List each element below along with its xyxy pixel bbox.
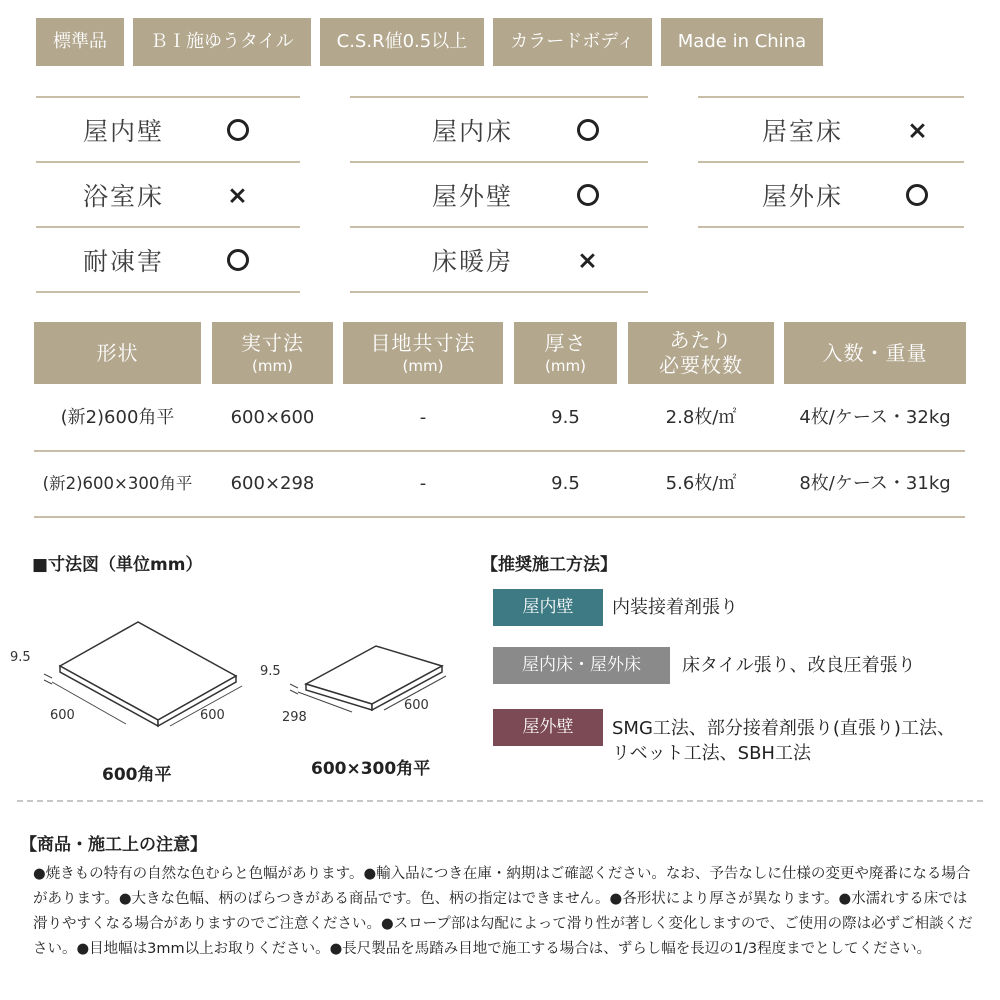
tag-standard: 標準品: [36, 18, 124, 66]
cell-joint-size: -: [419, 407, 427, 428]
method-text: 内装接着剤張り: [612, 597, 738, 618]
usage-row: [698, 96, 964, 161]
usage-column-2: [350, 96, 648, 293]
figure-caption-600: 600角平: [102, 765, 172, 785]
method-text: 床タイル張り、改良圧着張り: [682, 655, 916, 676]
tag-origin: Made in China: [661, 18, 823, 66]
dim-depth-300: 298: [282, 710, 307, 725]
feature-tags: [36, 18, 823, 66]
tag-glaze: ＢＩ施ゆうタイル: [133, 18, 311, 66]
spec-header-thickness: 厚さ (mm): [514, 322, 617, 384]
usage-label: 耐凍害: [83, 246, 165, 276]
dimension-title: ■寸法図（単位mm）: [32, 555, 203, 575]
usage-column-3: [698, 96, 964, 228]
spec-header-shape: 形状: [34, 322, 201, 384]
figure-caption-300: 600×300角平: [311, 759, 431, 779]
circle-mark-icon: [906, 184, 928, 206]
usage-row: [350, 96, 648, 161]
cell-shape: (新2)600×300角平: [42, 474, 193, 493]
method-text: リベット工法、SBH工法: [612, 743, 811, 764]
circle-mark-icon: [577, 119, 599, 141]
table-row: [34, 452, 965, 518]
dim-width-300: 600: [404, 698, 429, 713]
cell-qty-weight: 8枚/ケース・31kg: [799, 473, 951, 494]
cross-mark-icon: ×: [577, 245, 598, 274]
usage-label: 屋外床: [762, 181, 844, 211]
cell-pieces: 5.6枚/㎡: [665, 473, 737, 494]
usage-label: 屋外壁: [432, 181, 514, 211]
method-text: SMG工法、部分接着剤張り(直張り)工法、: [612, 718, 955, 739]
dim-width-600: 600: [200, 708, 225, 723]
usage-row: [698, 161, 964, 228]
tag-colored-body: カラードボディ: [493, 18, 652, 66]
usage-row: [350, 161, 648, 226]
cell-joint-size: -: [419, 473, 427, 494]
circle-mark-icon: [227, 249, 249, 271]
usage-row: [36, 96, 300, 161]
usage-row: [36, 161, 300, 226]
notes-title: 【商品・施工上の注意】: [20, 835, 207, 855]
spec-header-quantity-weight: 入数・重量: [784, 322, 966, 384]
tag-csr: C.S.R値0.5以上: [320, 18, 485, 66]
cell-thickness: 9.5: [551, 473, 580, 494]
usage-row: [350, 226, 648, 293]
table-row: [34, 386, 965, 452]
cell-actual-size: 600×298: [230, 473, 315, 494]
section-divider: [17, 800, 983, 802]
spec-header-actual-size: 実寸法 (mm): [212, 322, 333, 384]
circle-mark-icon: [227, 119, 249, 141]
dim-thickness-600: 9.5: [10, 650, 31, 665]
cell-thickness: 9.5: [551, 407, 580, 428]
method-badge-floor: 屋内床・屋外床: [493, 647, 670, 684]
methods-title: 【推奨施工方法】: [481, 555, 617, 575]
usage-column-1: [36, 96, 300, 293]
circle-mark-icon: [577, 184, 599, 206]
cross-mark-icon: ×: [227, 180, 248, 209]
method-badge-interior-wall: 屋内壁: [493, 589, 603, 626]
usage-label: 屋内壁: [83, 116, 165, 146]
cell-qty-weight: 4枚/ケース・32kg: [799, 407, 951, 428]
cell-actual-size: 600×600: [230, 407, 315, 428]
spec-header-joint-size: 目地共寸法 (mm): [343, 322, 503, 384]
method-badge-exterior-wall: 屋外壁: [493, 709, 603, 746]
usage-row: [36, 226, 300, 293]
cross-mark-icon: ×: [907, 115, 928, 144]
usage-label: 居室床: [762, 116, 844, 146]
usage-label: 浴室床: [83, 181, 165, 211]
notes-body: ●焼きもの特有の自然な色むらと色幅があります。●輸入品につき在庫・納期はご確認ください。なお、予告なしに仕様の変更や廃番になる場合があります。●大きな色幅、柄のばらつきがある商品です。色、柄の指定はできません。●各形状により厚さが異なります。●水濡れする床では滑りやすくなる場合がありますのでご注意ください。●スロープ部は勾配によって滑り性が著しく変化しますので、ご使用の際は必ずご相談ください。●目地幅は3mm以上お取りください。●長尺製品を馬踏み目地で施工する場合は、ずらし幅を長辺の1/3程度までとしてください。: [33, 866, 973, 957]
usage-label: 床暖房: [432, 246, 514, 276]
cell-shape: (新2)600角平: [60, 407, 175, 428]
cell-pieces: 2.8枚/㎡: [665, 407, 737, 428]
spec-header-pieces-required: あたり 必要枚数: [628, 322, 774, 384]
dim-depth-600: 600: [50, 708, 75, 723]
dim-thickness-300: 9.5: [260, 664, 281, 679]
usage-label: 屋内床: [432, 116, 514, 146]
